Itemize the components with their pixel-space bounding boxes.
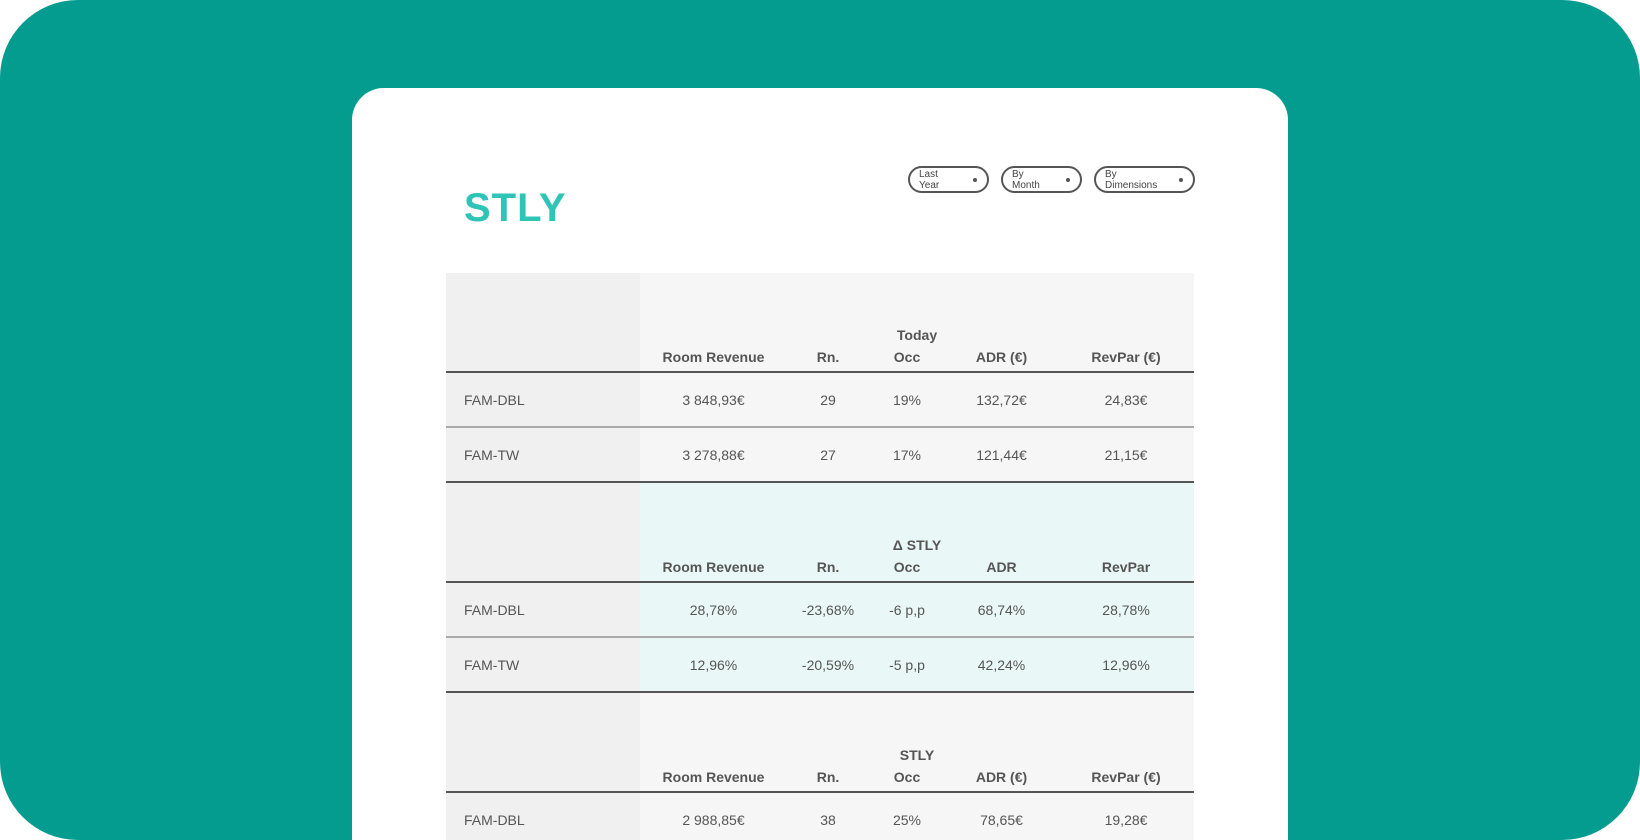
- delta-section-title: Δ STLY: [640, 482, 1194, 553]
- delta-cell: 12,96%: [640, 637, 787, 692]
- column-header: Rn.: [787, 763, 869, 792]
- column-header: Room Revenue: [640, 763, 787, 792]
- period-dropdown-label: Last Year: [919, 168, 940, 191]
- stly-table: [446, 273, 1194, 840]
- row-label: FAM-TW: [446, 427, 640, 482]
- column-header: RevPar: [1058, 553, 1194, 582]
- table-row: [446, 792, 1194, 840]
- today-section-title: Today: [640, 273, 1194, 343]
- stly-section-title: STLY: [640, 692, 1194, 763]
- table-row: [446, 372, 1194, 427]
- granularity-dropdown[interactable]: [1001, 166, 1082, 193]
- table-cell: 19,28€: [1058, 792, 1194, 840]
- table-cell: 132,72€: [945, 372, 1058, 427]
- column-header: Rn.: [787, 343, 869, 372]
- delta-cell: -23,68%: [787, 582, 869, 637]
- table-cell: 3 848,93€: [640, 372, 787, 427]
- delta-cell: -6 p,p: [869, 582, 945, 637]
- table-cell: 19%: [869, 372, 945, 427]
- delta-cell: 28,78%: [1058, 582, 1194, 637]
- dimension-dropdown[interactable]: [1094, 166, 1195, 193]
- column-header: Occ: [869, 553, 945, 582]
- column-header: Occ: [869, 343, 945, 372]
- table-cell: 21,15€: [1058, 427, 1194, 482]
- dimension-dropdown-label: By Dimensions: [1105, 168, 1158, 191]
- table-cell: 27: [787, 427, 869, 482]
- column-header: RevPar (€): [1058, 763, 1194, 792]
- column-header: Room Revenue: [640, 343, 787, 372]
- filter-bar: [908, 166, 1195, 193]
- table-cell: 38: [787, 792, 869, 840]
- stly-section: [446, 692, 1194, 840]
- row-label: FAM-DBL: [446, 582, 640, 637]
- table-cell: 78,65€: [945, 792, 1058, 840]
- column-header: ADR (€): [945, 343, 1058, 372]
- column-header: ADR (€): [945, 763, 1058, 792]
- page-title: STLY: [464, 186, 567, 230]
- delta-cell: 42,24%: [945, 637, 1058, 692]
- table-cell: 2 988,85€: [640, 792, 787, 840]
- table-cell: 17%: [869, 427, 945, 482]
- row-label: FAM-TW: [446, 637, 640, 692]
- table-row: [446, 427, 1194, 482]
- delta-section: [446, 482, 1194, 692]
- column-header: Occ: [869, 763, 945, 792]
- row-label: FAM-DBL: [446, 792, 640, 840]
- table-row: [446, 582, 1194, 637]
- dropdown-dot-icon: [1179, 178, 1183, 182]
- column-header: Rn.: [787, 553, 869, 582]
- row-label: FAM-DBL: [446, 372, 640, 427]
- column-header: Room Revenue: [640, 553, 787, 582]
- dropdown-dot-icon: [973, 178, 977, 182]
- column-header: RevPar (€): [1058, 343, 1194, 372]
- granularity-dropdown-label: By Month: [1012, 168, 1040, 191]
- table-row: [446, 637, 1194, 692]
- delta-cell: 28,78%: [640, 582, 787, 637]
- table-cell: 25%: [869, 792, 945, 840]
- table-cell: 24,83€: [1058, 372, 1194, 427]
- dropdown-dot-icon: [1066, 178, 1070, 182]
- delta-cell: 12,96%: [1058, 637, 1194, 692]
- delta-cell: -20,59%: [787, 637, 869, 692]
- table-cell: 3 278,88€: [640, 427, 787, 482]
- table-cell: 121,44€: [945, 427, 1058, 482]
- report-card: [352, 88, 1288, 840]
- today-section: [446, 273, 1194, 482]
- period-dropdown[interactable]: [908, 166, 989, 193]
- delta-cell: -5 p,p: [869, 637, 945, 692]
- column-header: ADR: [945, 553, 1058, 582]
- table-cell: 29: [787, 372, 869, 427]
- delta-cell: 68,74%: [945, 582, 1058, 637]
